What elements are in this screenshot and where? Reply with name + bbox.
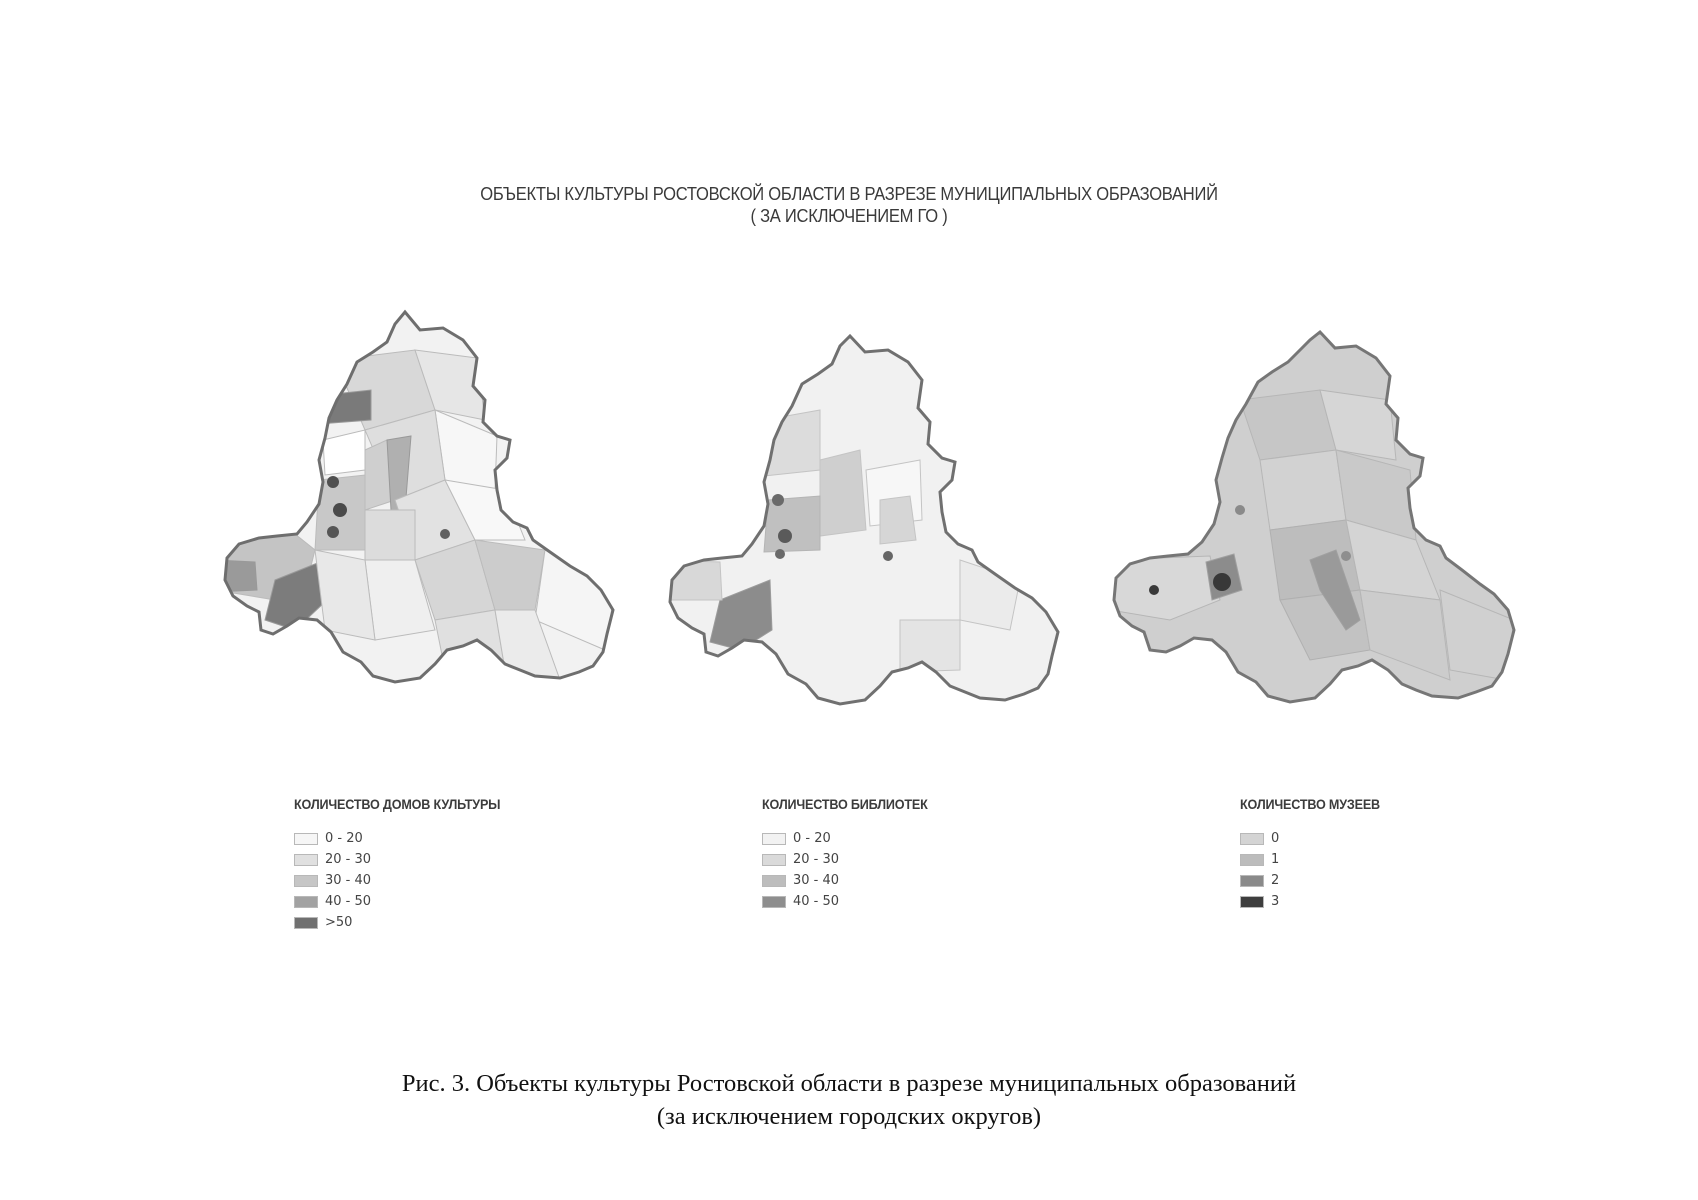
legend-libraries bbox=[762, 796, 946, 912]
legend-museums bbox=[1240, 796, 1396, 912]
legend-item bbox=[294, 849, 523, 870]
legend-swatch bbox=[294, 917, 318, 929]
legend-label: 30 - 40 bbox=[793, 873, 840, 888]
legend-label: 3 bbox=[1271, 894, 1280, 909]
legend-item bbox=[294, 912, 523, 933]
legend-swatch bbox=[294, 896, 318, 908]
map-museums bbox=[1110, 300, 1520, 740]
figure-title-line1: ОБЪЕКТЫ КУЛЬТУРЫ РОСТОВСКОЙ ОБЛАСТИ В РАЗРЕЗЕ МУНИЦИПАЛЬНЫХ ОБРАЗОВАНИЙ bbox=[480, 184, 1218, 204]
legend-swatch bbox=[294, 875, 318, 887]
legend-label: 20 - 30 bbox=[793, 852, 840, 867]
legend-item bbox=[1240, 870, 1396, 891]
map-houses-of-culture bbox=[215, 300, 625, 740]
legend-swatch bbox=[294, 833, 318, 845]
map-libraries bbox=[660, 300, 1070, 740]
figure-caption bbox=[0, 1067, 1698, 1133]
legend-swatch bbox=[1240, 854, 1264, 866]
legend-item bbox=[762, 891, 946, 912]
legend-label: 1 bbox=[1271, 852, 1280, 867]
legend-item bbox=[294, 828, 523, 849]
legend-swatch bbox=[762, 896, 786, 908]
legend-item bbox=[294, 891, 523, 912]
legend-swatch bbox=[294, 854, 318, 866]
legend-label: 20 - 30 bbox=[325, 852, 372, 867]
map1-districts bbox=[215, 300, 625, 740]
map-museums-svg bbox=[1110, 300, 1520, 740]
legend-label: 30 - 40 bbox=[325, 873, 372, 888]
legend-item bbox=[1240, 891, 1396, 912]
legend-swatch bbox=[762, 854, 786, 866]
legend-label: 40 - 50 bbox=[325, 894, 372, 909]
legend-label: 0 - 20 bbox=[325, 831, 363, 846]
legend-swatch bbox=[762, 875, 786, 887]
legend-swatch bbox=[762, 833, 786, 845]
legend-houses-of-culture bbox=[294, 796, 523, 933]
legend-item bbox=[762, 870, 946, 891]
legend-label: 2 bbox=[1271, 873, 1280, 888]
caption-line2: (за исключением городских округов) bbox=[656, 1103, 1042, 1130]
legend-label: 0 - 20 bbox=[793, 831, 831, 846]
legend-label: 0 bbox=[1271, 831, 1280, 846]
legend-item bbox=[1240, 849, 1396, 870]
legend-swatch bbox=[1240, 833, 1264, 845]
legend-title: КОЛИЧЕСТВО БИБЛИОТЕК bbox=[762, 796, 928, 812]
legend-swatch bbox=[1240, 896, 1264, 908]
legend-label: 40 - 50 bbox=[793, 894, 840, 909]
legend-item bbox=[762, 828, 946, 849]
legend-swatch bbox=[1240, 875, 1264, 887]
legend-label: >50 bbox=[325, 915, 353, 930]
figure-title-line2: ( ЗА ИСКЛЮЧЕНИЕМ ГО ) bbox=[750, 206, 948, 226]
map3-districts bbox=[1110, 300, 1520, 740]
caption-line1: Рис. 3. Объекты культуры Ростовской области в разрезе муниципальных образований bbox=[401, 1070, 1297, 1097]
legend-item bbox=[762, 849, 946, 870]
map-houses-of-culture-svg bbox=[215, 300, 625, 740]
figure-title bbox=[68, 183, 1630, 227]
legend-title: КОЛИЧЕСТВО МУЗЕЕВ bbox=[1240, 796, 1380, 812]
legend-title: КОЛИЧЕСТВО ДОМОВ КУЛЬТУРЫ bbox=[294, 796, 501, 812]
legend-item bbox=[294, 870, 523, 891]
map-libraries-svg bbox=[660, 300, 1070, 740]
legend-item bbox=[1240, 828, 1396, 849]
map2-districts bbox=[660, 300, 1070, 740]
